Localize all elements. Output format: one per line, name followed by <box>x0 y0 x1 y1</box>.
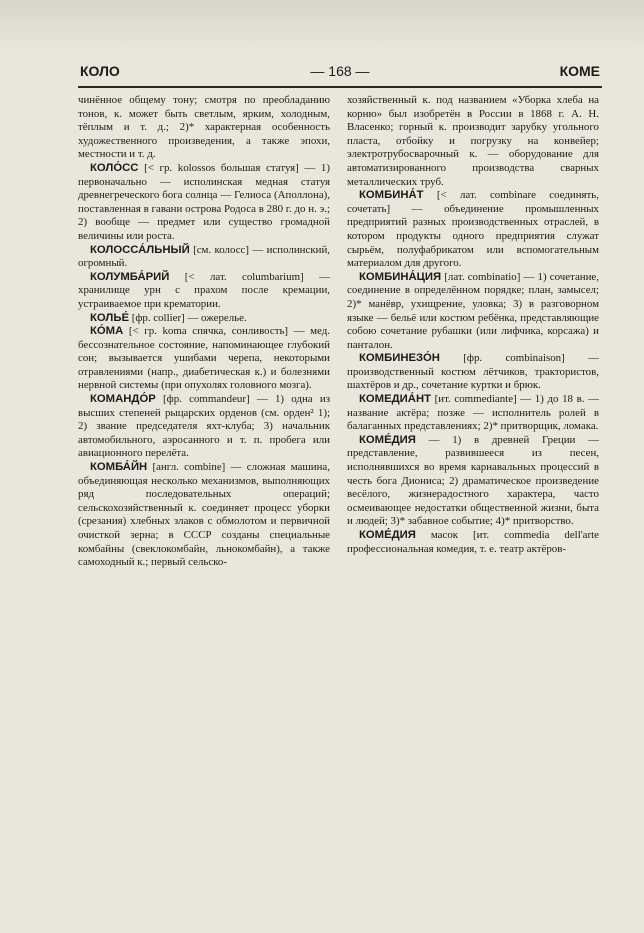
continuation-text <box>78 94 330 162</box>
headword: КОЛО́СС <box>90 161 139 174</box>
entry-text: [фр. combinaison] — производственный костюм лётчиков, трактористов, шахтёров и др., сочетание куртки и брюк. <box>347 352 599 392</box>
headword: КОМЕ́ДИЯ <box>359 433 416 446</box>
page-number: — 168 — <box>310 63 370 79</box>
entry-text: [см. колосс] — исполинский, огромный. <box>78 243 330 270</box>
page-top-margin <box>0 0 644 52</box>
entry-text: [лат. combinatio] — 1) сочетание, соединение в определённом порядке; план, замысел; 2)* манёвр, ухищрение, уловка; 3) в разговорном языке — бельё или костюм ребёнка, представляющие собою сочетание рубашки (или лифчика, корсажа) и панталон. <box>347 270 599 351</box>
dictionary-entry <box>347 434 599 529</box>
dictionary-entry <box>347 189 599 271</box>
dictionary-entry <box>347 352 599 393</box>
dictionary-entry <box>78 271 330 312</box>
entry-text: [< лат. columbarium] — хранилище урн с прахом после кремации, устраиваемое при крематории. <box>78 270 330 310</box>
dictionary-entry <box>78 461 330 570</box>
dictionary-entry <box>347 393 599 434</box>
headword: КОЛОССА́ЛЬНЫЙ <box>90 243 190 256</box>
headword: КОМБИНА́ЦИЯ <box>359 270 442 283</box>
headword: КОЛУМБА́РИЙ <box>90 270 170 283</box>
entry-text: [англ. combine] — сложная машина, объединяющая несколько механизмов, выполняющих ряд последовательных операций; сельскохозяйственный к. соединяет процесс уборки (срезания) хлебных злаков с обмолотом и первичной очисткой зерна; в СССР созданы специальные комбайны (свеклокомбайн, льнокомбайн), а также самоходный к.; первый сельско- <box>78 461 330 569</box>
entry-text: [< гр. koma спячка, сонливость] — мед. бессознательное состояние, напоминающее глубокий сон; вызывается ушибами черепа, некоторыми отравлениями (напр., диабетическая к.) и болезнями нервной системы (при опухолях головного мозга). <box>78 325 330 392</box>
entry-text: [< гр. kolossos большая статуя] — 1) первоначально — исполинская медная статуя древнегреческого бога солнца — Гелиоса (Аполлона), поставленная в гавани острова Родоса в 280 г. до н. э.; 2) вообще — предмет или существо громадной величины или роста. <box>78 161 330 242</box>
entry-text: [фр. commandeur] — 1) одна из высших степеней рыцарских орденов (см. орден² 1); 2) звание председателя яхт-клуба; 3) начальник автомобильного, аэросанного и т. п. пробега или авиационного перелёта. <box>78 393 330 460</box>
headword: КОМЕ́ДИЯ <box>359 529 416 541</box>
entry-text: [ит. commediante] — 1) до 18 в. — название актёра; позже — исполнитель ролей в балаганных представлениях; 2)* притворщик, ломака. <box>347 393 599 433</box>
entry-text: хозяйственный к. под названием «Уборка хлеба на корню» был изобретён в России в 1868 г. А. Н. Власенко; горный к. производит зарубку угольного пласта, отбойку и погрузку на конвейер; электротрубосварочный к. — оборудование для автоматизированного производства сварных металлических труб. <box>347 94 599 188</box>
entry-text: [фр. collier] — ожерелье. <box>128 311 247 324</box>
dictionary-entry <box>78 162 330 244</box>
headword: КОМБИНЕЗО́Н <box>359 352 440 365</box>
continuation-text <box>347 94 599 189</box>
headword: КОМБА́ЙН <box>90 461 148 474</box>
dictionary-entry <box>78 312 330 326</box>
running-head <box>80 63 600 85</box>
headword: КОЛЬЕ́ <box>90 311 129 324</box>
entry-text: масок [ит. commedia dell'arte профессиональная комедия, т. е. театр актёров- <box>347 529 599 555</box>
headword: КО́МА <box>90 325 124 338</box>
header-rule <box>78 86 602 88</box>
left-column <box>78 94 330 570</box>
header-left-guideword: КОЛО <box>80 63 120 79</box>
header-right-guideword: КОМЕ <box>559 63 600 79</box>
entry-text: [< лат. combinare соединять, сочетать] — объединение промышленных предприятий разных производственных отраслей, в котором продукты одного предприятия служат сырьём, полуфабрикатом или вспомогательным материалом для другого. <box>347 189 599 270</box>
dictionary-entry <box>78 244 330 271</box>
headword: КОМАНДО́Р <box>90 393 156 406</box>
headword: КОМЕДИА́НТ <box>359 393 432 406</box>
entry-text: чинённое общему тону; смотря по преобладанию тонов, к. может быть светлым, ярким, холодным, тёплым и т. д.; 2)* характерная особенность художественного произведения, а также эпохи, местности и т. д. <box>78 94 330 161</box>
dictionary-entry <box>347 271 599 353</box>
entry-text: — 1) в древней Греции — представление, развившееся из песен, исполнявшихся во время карнавальных процессий в честь бога Диониса; 2) драматическое произведение весёлого, жизнерадостного характера, часто осмеивающее недостатки общественной жизни, быта и людей; 3)* забавное событие; 4)* притворство. <box>347 433 599 528</box>
headword: КОМБИНА́Т <box>359 189 424 202</box>
dictionary-entry <box>78 393 330 461</box>
dictionary-entry <box>347 529 599 556</box>
right-column <box>347 94 599 556</box>
dictionary-entry <box>78 325 330 393</box>
